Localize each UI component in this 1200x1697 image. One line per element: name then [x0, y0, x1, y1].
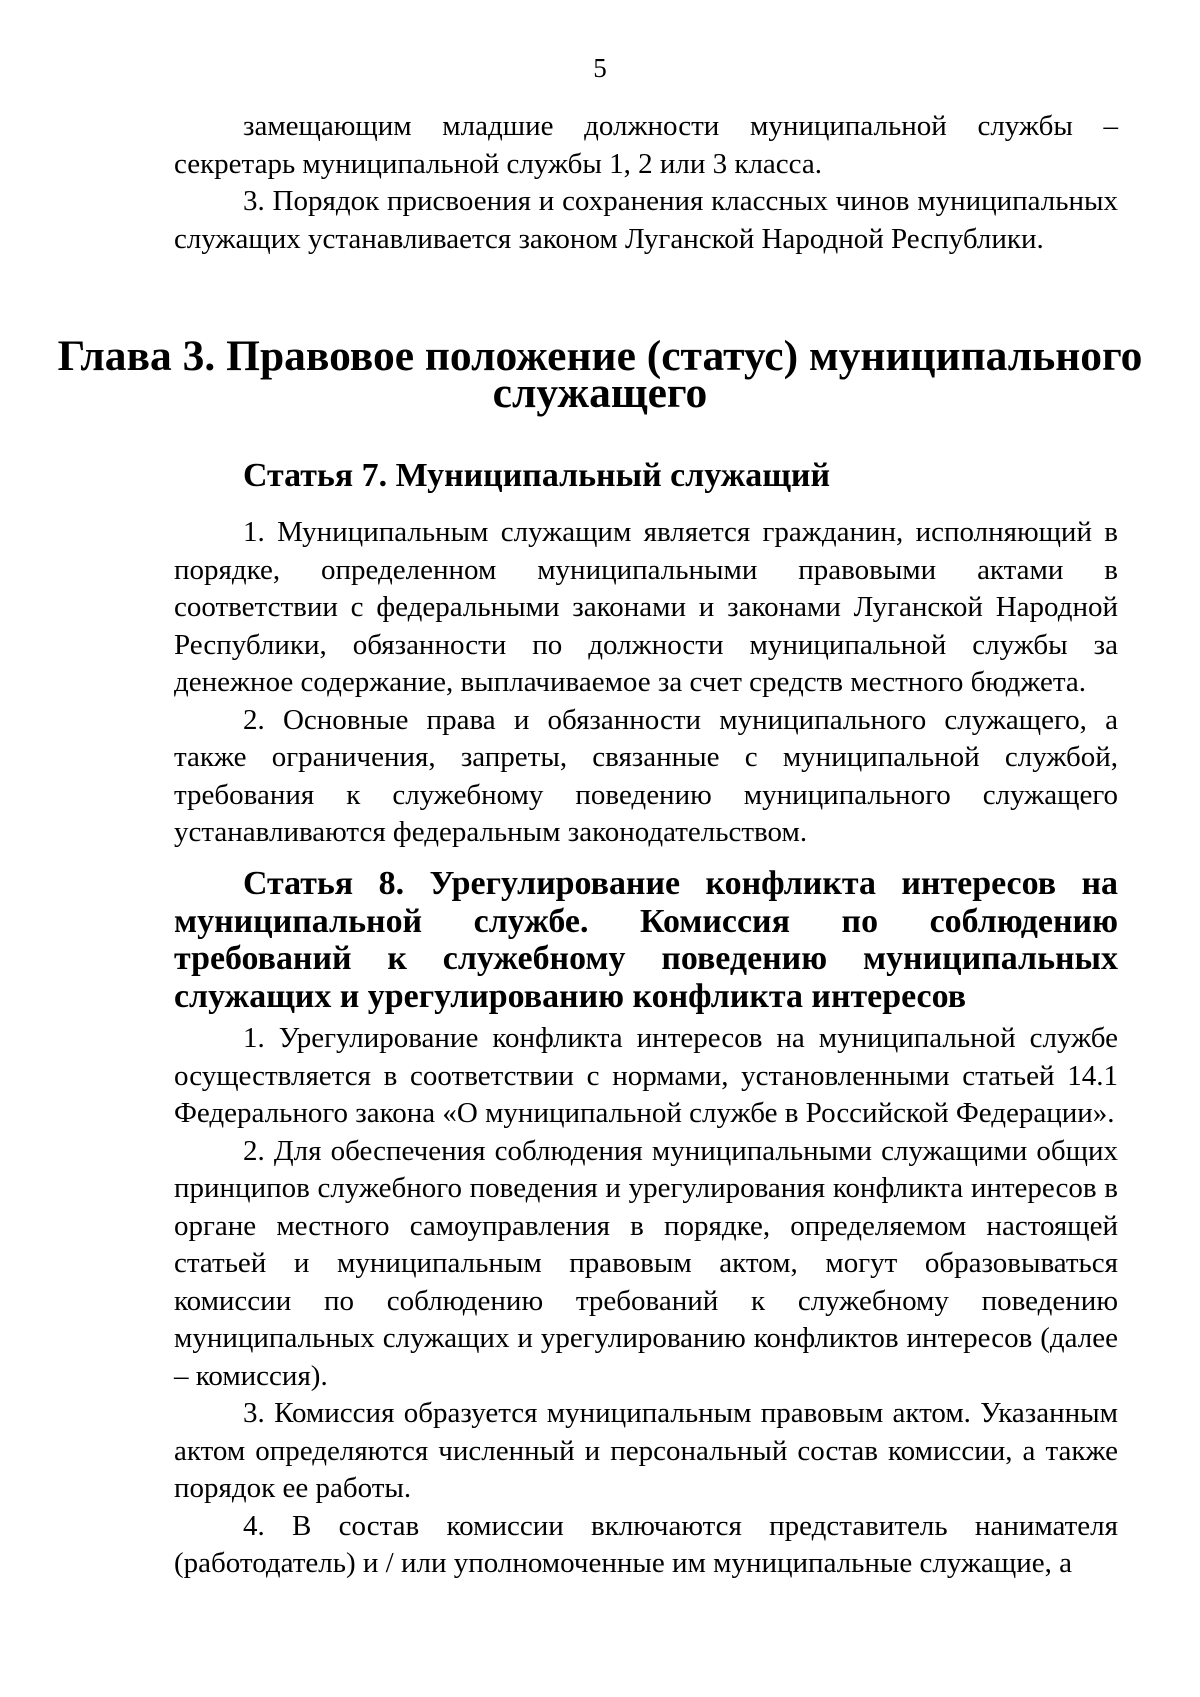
chapter-title: Глава 3. Правовое положение (статус) муниципального служащего	[57, 332, 1143, 417]
intro-paragraph-2: 3. Порядок присвоения и сохранения классных чинов муниципальных служащих устанавливается законом Луганской Народной Республики.	[174, 185, 1118, 255]
article-8-paragraph-1: 1. Урегулирование конфликта интересов на муниципальной службе осуществляется в соответствии с нормами, установленными статьей 14.1 Федерального закона «О муниципальной службе в Российской Федерации».	[174, 1022, 1118, 1129]
article-8-body	[174, 1020, 1118, 1583]
intro-paragraph-1: замещающим младшие должности муниципальной службы – секретарь муниципальной службы 1, 2 или 3 класса.	[174, 110, 1118, 180]
article-8-paragraph-4: 4. В состав комиссии включаются представитель нанимателя (работодатель) и / или уполномоченные им муниципальные служащие, а	[174, 1509, 1118, 1579]
article-7-paragraph-2: 2. Основные права и обязанности муниципального служащего, а также ограничения, запреты, связанные с муниципальной службой, требования к служебному поведению муниципального служащего устанавливаются федеральным законодательством.	[174, 703, 1118, 848]
article-8-paragraph-3: 3. Комиссия образуется муниципальным правовым актом. Указанным актом определяются численный и персональный состав комиссии, а также порядок ее работы.	[174, 1397, 1118, 1504]
article-8-section	[174, 865, 1118, 1015]
article-7-section	[174, 457, 1118, 495]
article-8-paragraph-2: 2. Для обеспечения соблюдения муниципальными служащими общих принципов служебного поведения и урегулирования конфликта интересов в органе местного самоуправления в порядке, определяемом настоящей статьей и муниципальным правовым актом, могут образовываться комиссии по соблюдению требований к служебному поведению муниципальных служащих и урегулированию конфликтов интересов (далее – комиссия).	[174, 1134, 1118, 1392]
article-7-title: Статья 7. Муниципальный служащий	[243, 457, 830, 494]
page-number: 5	[593, 53, 607, 83]
article-8-title: Статья 8. Урегулирование конфликта интересов на муниципальной службе. Комиссия по соблюдению требований к служебному поведению муниципальных служащих и урегулированию конфликта интересов	[174, 865, 1118, 1015]
intro-section	[174, 108, 1118, 258]
article-7-paragraph-1: 1. Муниципальным служащим является гражданин, исполняющий в порядке, определенном муниципальными правовыми актами в соответствии с федеральными законами и законами Луганской Народной Республики, обязанности по должности муниципальной службы за денежное содержание, выплачиваемое за счет средств местного бюджета.	[174, 516, 1118, 698]
article-7-body	[174, 514, 1118, 852]
